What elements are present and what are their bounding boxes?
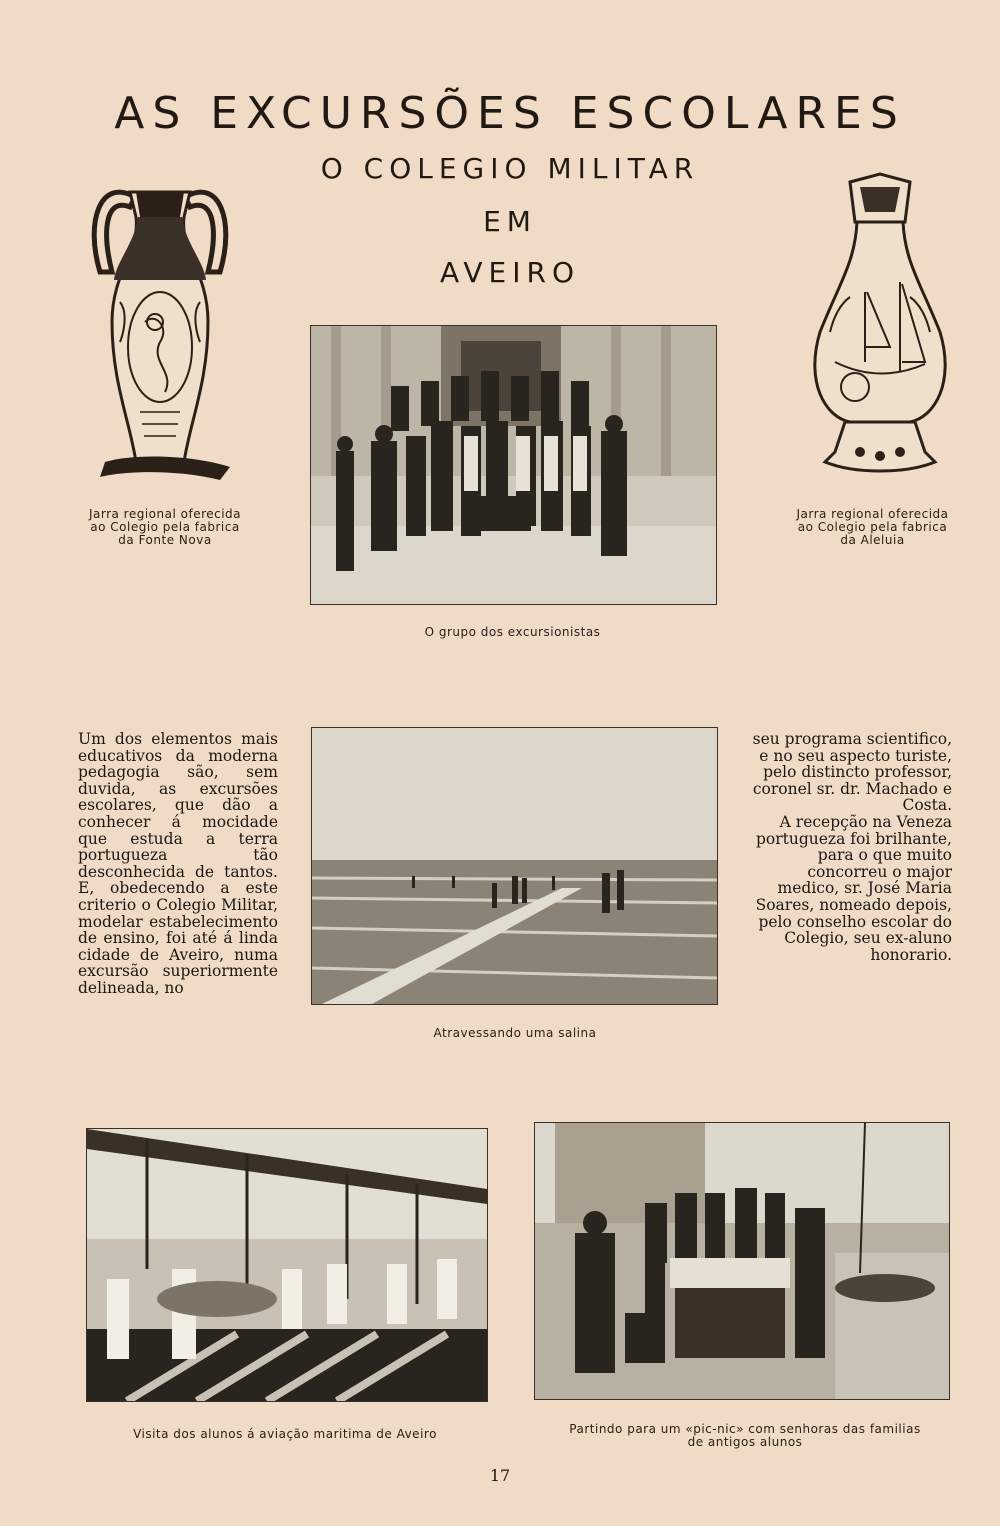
- article-paragraph: Um dos elementos mais educativos da moderna pedagogia são, sem duvida, as excursões escolares, que dão a conhecer á mocidade que estuda a terra portugueza tão desconhecida de tantos. E, obedecendo a este criterio o Colegio Militar, modelar estabelecimento de ensino, foi até á linda cidade de Aveiro, numa excursão superiormente delineada, no: [78, 730, 278, 997]
- caption-line: da Fonte Nova: [118, 533, 212, 547]
- caption-line: Partindo para um «pic-nic» com senhoras das familias: [569, 1422, 921, 1436]
- aviation-photo: [86, 1128, 488, 1402]
- subtitle-line-1: O COLEGIO MILITAR: [320, 152, 700, 185]
- page-title: AS EXCURSÕES ESCOLARES: [114, 88, 906, 139]
- salina-photo: [311, 727, 718, 1005]
- vase-illustration-left: [80, 162, 240, 497]
- caption-line: Jarra regional oferecida: [796, 507, 949, 521]
- subtitle-line-3: AVEIRO: [440, 256, 580, 289]
- salina-photo-caption: Atravessando uma salina: [433, 1026, 597, 1040]
- picnic-photo-caption: [540, 1423, 950, 1449]
- page-number: 17: [489, 1466, 511, 1485]
- aviation-photo-caption: Visita dos alunos á aviação maritima de Aveiro: [133, 1427, 437, 1441]
- right-vase-caption: [770, 508, 975, 547]
- article-left-column: [78, 731, 278, 997]
- left-vase-caption: [70, 508, 260, 547]
- article-right-column: [742, 731, 952, 963]
- subtitle-line-2: EM: [483, 205, 537, 238]
- caption-line: ao Colegio pela fabrica: [90, 520, 240, 534]
- caption-line: Jarra regional oferecida: [88, 507, 242, 521]
- article-paragraph: A recepção na Veneza portugueza foi brilhante, para o que muito concorreu o major medico, sr. José Maria Soares, nomeado depois, pelo conselho escolar do Colegio, seu ex-aluno honorario.: [755, 812, 952, 964]
- group-photo-caption: O grupo dos excursionistas: [424, 625, 601, 639]
- vase-illustration-right: [805, 172, 955, 482]
- picnic-photo: [534, 1122, 950, 1400]
- caption-line: ao Colegio pela fabrica: [797, 520, 948, 534]
- caption-line: da Aleluia: [840, 533, 905, 547]
- caption-line: de antigos alunos: [687, 1435, 803, 1449]
- article-paragraph: seu programa scientifico, e no seu aspecto turiste, pelo distincto professor, coronel sr. dr. Machado e Costa.: [752, 730, 952, 815]
- group-photo: [310, 325, 717, 605]
